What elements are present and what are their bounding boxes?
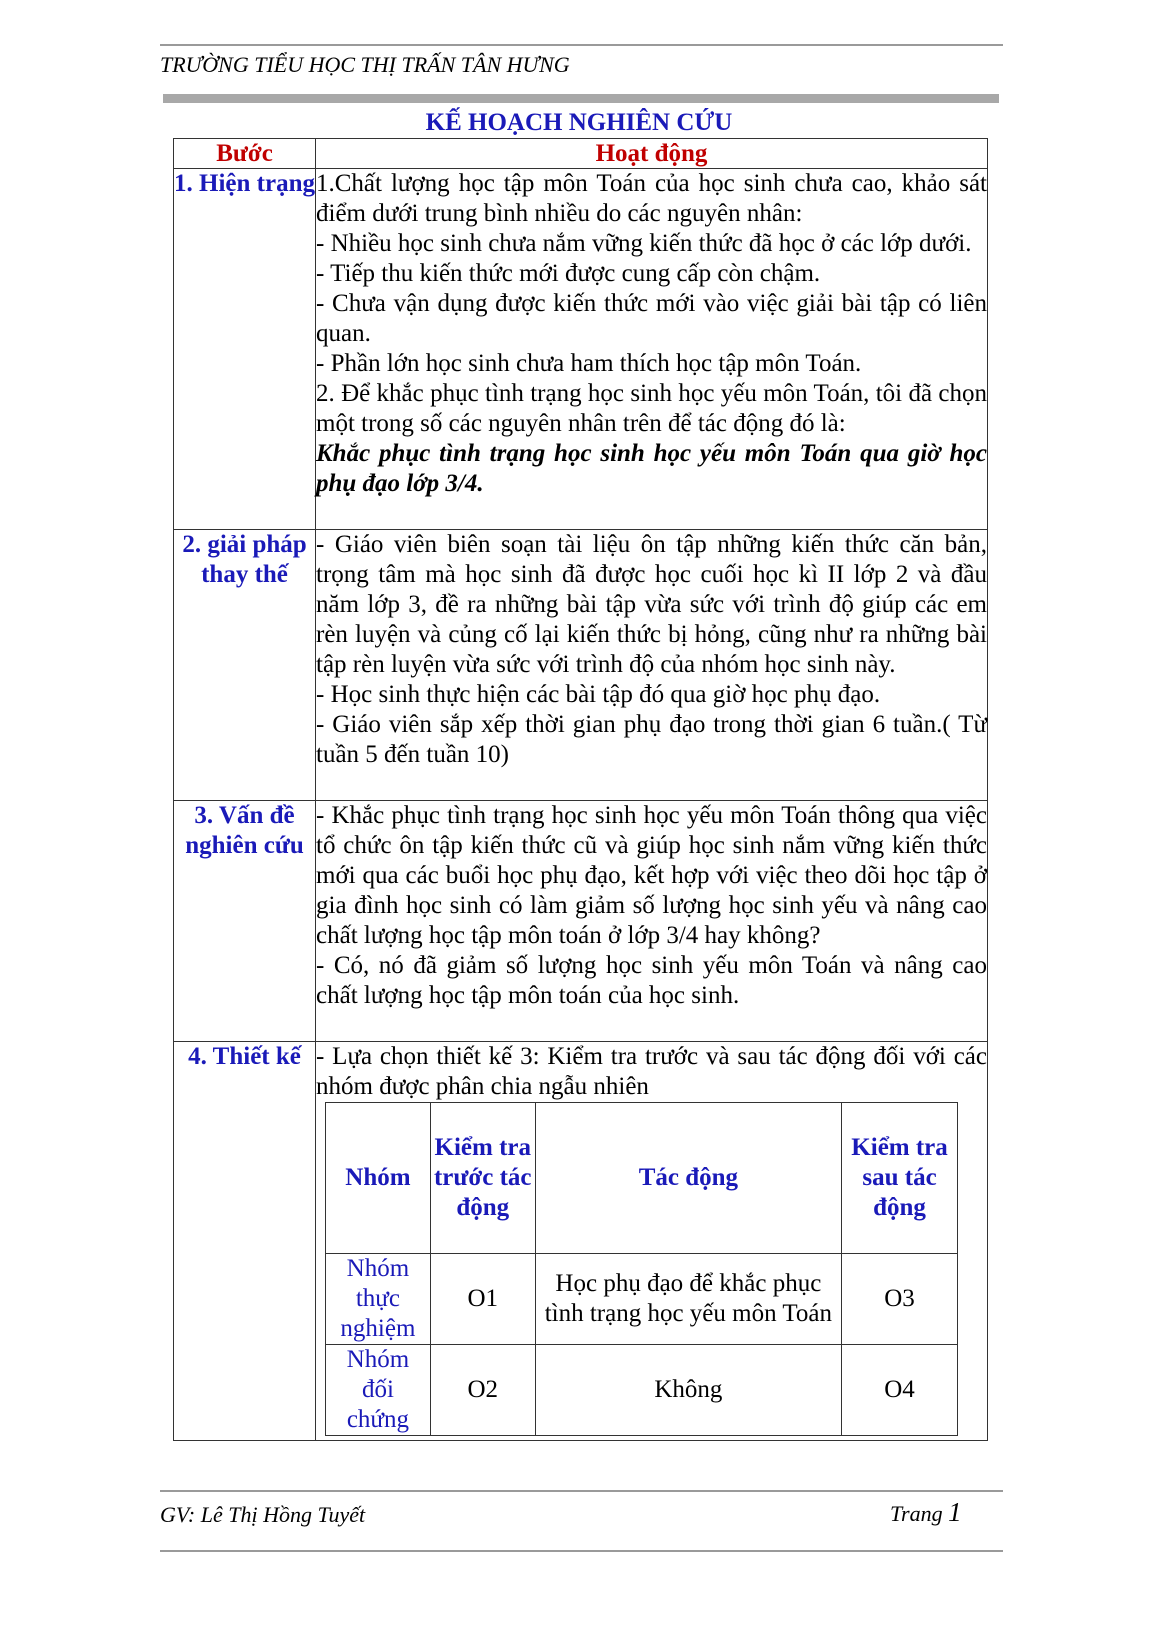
activity-line: - Chưa vận dụng được kiến thức mới vào việc giải bài tập có liên quan. (316, 290, 987, 347)
page-number: 1 (948, 1497, 962, 1527)
activity-line: 1.Chất lượng học tập môn Toán của học sinh chưa cao, khảo sát điểm dưới trung bình nhiều do các nguyên nhân: (316, 170, 987, 227)
header-step: Bước (174, 139, 316, 169)
school-header: TRƯỜNG TIỂU HỌC THỊ TRẤN TÂN HƯNG (160, 52, 570, 77)
design-cell: Nhóm thực nghiệm (326, 1254, 431, 1345)
table-header-row (174, 139, 988, 169)
design-cell: O1 (430, 1254, 535, 1345)
activity-line: - Phần lớn học sinh chưa ham thích học tập môn Toán. (316, 350, 862, 377)
footer-page (890, 1497, 962, 1528)
footer-rule-bottom (160, 1550, 1003, 1552)
design-header: Nhóm (326, 1103, 431, 1254)
step-cell: 1. Hiện trạng (174, 169, 316, 530)
page-title: KẾ HOẠCH NGHIÊN CỨU (425, 109, 733, 136)
design-cell: O4 (842, 1345, 958, 1436)
design-cell: O2 (430, 1345, 535, 1436)
design-header: Tác động (535, 1103, 841, 1254)
header-activity: Hoạt động (316, 139, 988, 169)
design-row (326, 1254, 958, 1345)
design-cell: O3 (842, 1254, 958, 1345)
footer-author: GV: Lê Thị Hồng Tuyết (160, 1502, 366, 1527)
design-header: Kiểm tra sau tác động (842, 1103, 958, 1254)
step-cell: 4. Thiết kế (174, 1042, 316, 1441)
design-cell: Học phụ đạo để khắc phục tình trạng học yếu môn Toán (535, 1254, 841, 1345)
activity-line: - Khắc phục tình trạng học sinh học yếu môn Toán thông qua việc tổ chức ôn tập kiến thức cũ và giúp học sinh nắm vững kiến thức mới qua các buổi học phụ đạo, kết hợp với việc theo dõi học tập ở gia đình học sinh có làm giảm số lượng học sinh yếu và nâng cao chất lượng học tập môn toán ở lớp 3/4 hay không? (316, 802, 987, 949)
page-label: Trang (890, 1501, 943, 1526)
activity-line: - Lựa chọn thiết kế 3: Kiểm tra trước và sau tác động đối với các nhóm được phân chia ngẫu nhiên (316, 1043, 987, 1100)
activity-line: - Giáo viên sắp xếp thời gian phụ đạo trong thời gian 6 tuần.( Từ tuần 5 đến tuần 10) (316, 711, 987, 768)
activity-cell (316, 801, 988, 1042)
design-row (326, 1345, 958, 1436)
activity-cell (316, 169, 988, 530)
table-row (174, 801, 988, 1042)
table-row (174, 530, 988, 801)
activity-line: - Giáo viên biên soạn tài liệu ôn tập những kiến thức căn bản, trọng tâm mà học sinh đã được học cuối học kì II lớp 2 và đầu năm lớp 3, đề ra những bài tập vừa sức với trình độ giúp các em rèn luyện và củng cố lại kiến thức bị hỏng, cũng như ra những bài tập rèn luyện vừa sức với trình độ của nhóm học sinh này. (316, 531, 987, 678)
research-plan-table (173, 138, 988, 1441)
design-cell: Nhóm đối chứng (326, 1345, 431, 1436)
activity-cell (316, 1042, 988, 1441)
step-cell: 2. giải pháp thay thế (174, 530, 316, 801)
design-cell: Không (535, 1345, 841, 1436)
activity-line: - Học sinh thực hiện các bài tập đó qua giờ học phụ đạo. (316, 681, 881, 708)
table-row (174, 1042, 988, 1441)
activity-line: - Tiếp thu kiến thức mới được cung cấp còn chậm. (316, 260, 821, 287)
table-row (174, 169, 988, 530)
design-header-row (326, 1103, 958, 1254)
emphasis-line: Khắc phục tình trạng học sinh học yếu môn Toán qua giờ học phụ đạo lớp 3/4. (316, 440, 987, 497)
design-table (325, 1102, 958, 1436)
activity-line: - Có, nó đã giảm số lượng học sinh yếu môn Toán và nâng cao chất lượng học tập môn toán của học sinh. (316, 952, 987, 1009)
step-cell: 3. Vấn đề nghiên cứu (174, 801, 316, 1042)
activity-cell (316, 530, 988, 801)
activity-line: - Nhiều học sinh chưa nắm vững kiến thức đã học ở các lớp dưới. (316, 230, 972, 257)
activity-line: 2. Để khắc phục tình trạng học sinh học yếu môn Toán, tôi đã chọn một trong số các nguyên nhân trên để tác động đó là: (316, 380, 987, 437)
design-header: Kiểm tra trước tác động (430, 1103, 535, 1254)
header-rule-top (160, 44, 1003, 46)
footer-rule-top (160, 1490, 1003, 1492)
header-rule-thick (163, 94, 999, 103)
